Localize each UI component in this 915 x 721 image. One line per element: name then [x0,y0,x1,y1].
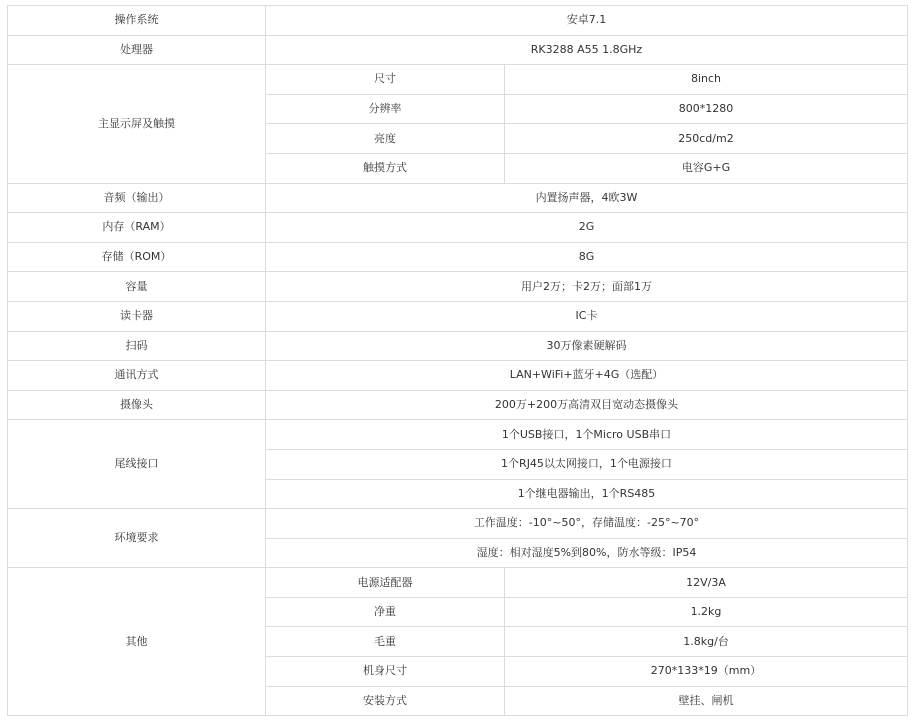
sub-label: 分辨率 [266,94,505,124]
group-label: 主显示屏及触摸 [8,65,266,183]
sub-value: 12V/3A [505,568,908,598]
table-row [8,272,908,302]
row-value: 湿度：相对湿度5%到80%，防水等级：IP54 [266,538,908,568]
row-value: 用户2万；卡2万；面部1万 [266,272,908,302]
sub-label: 电源适配器 [266,568,505,598]
row-value: 工作温度：-10°~50°，存储温度：-25°~70° [266,509,908,539]
row-label: 音频（输出） [8,183,266,213]
sub-label: 触摸方式 [266,153,505,183]
sub-label: 亮度 [266,124,505,154]
sub-label: 毛重 [266,627,505,657]
row-value: RK3288 A55 1.8GHz [266,35,908,65]
sub-value: 电容G+G [505,153,908,183]
group-label: 环境要求 [8,509,266,568]
row-label: 内存（RAM） [8,213,266,243]
row-label: 摄像头 [8,390,266,420]
table-row [8,6,908,36]
table-row [8,65,908,95]
row-value: 1个USB接口，1个Micro USB串口 [266,420,908,450]
row-value: 8G [266,242,908,272]
table-row [8,568,908,598]
row-label: 扫码 [8,331,266,361]
row-value: 1个继电器输出，1个RS485 [266,479,908,509]
table-row [8,361,908,391]
row-value: LAN+WiFi+蓝牙+4G（选配） [266,361,908,391]
sub-value: 1.8kg/台 [505,627,908,657]
row-value: 200万+200万高清双目宽动态摄像头 [266,390,908,420]
row-value: 内置扬声器，4欧3W [266,183,908,213]
sub-value: 250cd/m2 [505,124,908,154]
row-value: 1个RJ45以太网接口，1个电源接口 [266,449,908,479]
row-label: 处理器 [8,35,266,65]
spec-table [7,5,908,716]
row-value: 安卓7.1 [266,6,908,36]
sub-value: 1.2kg [505,597,908,627]
table-row [8,183,908,213]
row-label: 存储（ROM） [8,242,266,272]
table-row [8,420,908,450]
row-value: 2G [266,213,908,243]
table-row [8,390,908,420]
sub-value: 800*1280 [505,94,908,124]
table-row [8,242,908,272]
sub-label: 机身尺寸 [266,657,505,687]
row-value: IC卡 [266,301,908,331]
table-row [8,213,908,243]
sub-value: 壁挂、闸机 [505,686,908,716]
row-label: 读卡器 [8,301,266,331]
group-label: 尾线接口 [8,420,266,509]
sub-value: 270*133*19（mm） [505,657,908,687]
sub-value: 8inch [505,65,908,95]
table-row [8,509,908,539]
table-row [8,35,908,65]
table-row [8,331,908,361]
sub-label: 尺寸 [266,65,505,95]
group-label: 其他 [8,568,266,716]
row-label: 操作系统 [8,6,266,36]
sub-label: 净重 [266,597,505,627]
row-label: 通讯方式 [8,361,266,391]
table-row [8,301,908,331]
row-value: 30万像素硬解码 [266,331,908,361]
sub-label: 安装方式 [266,686,505,716]
row-label: 容量 [8,272,266,302]
